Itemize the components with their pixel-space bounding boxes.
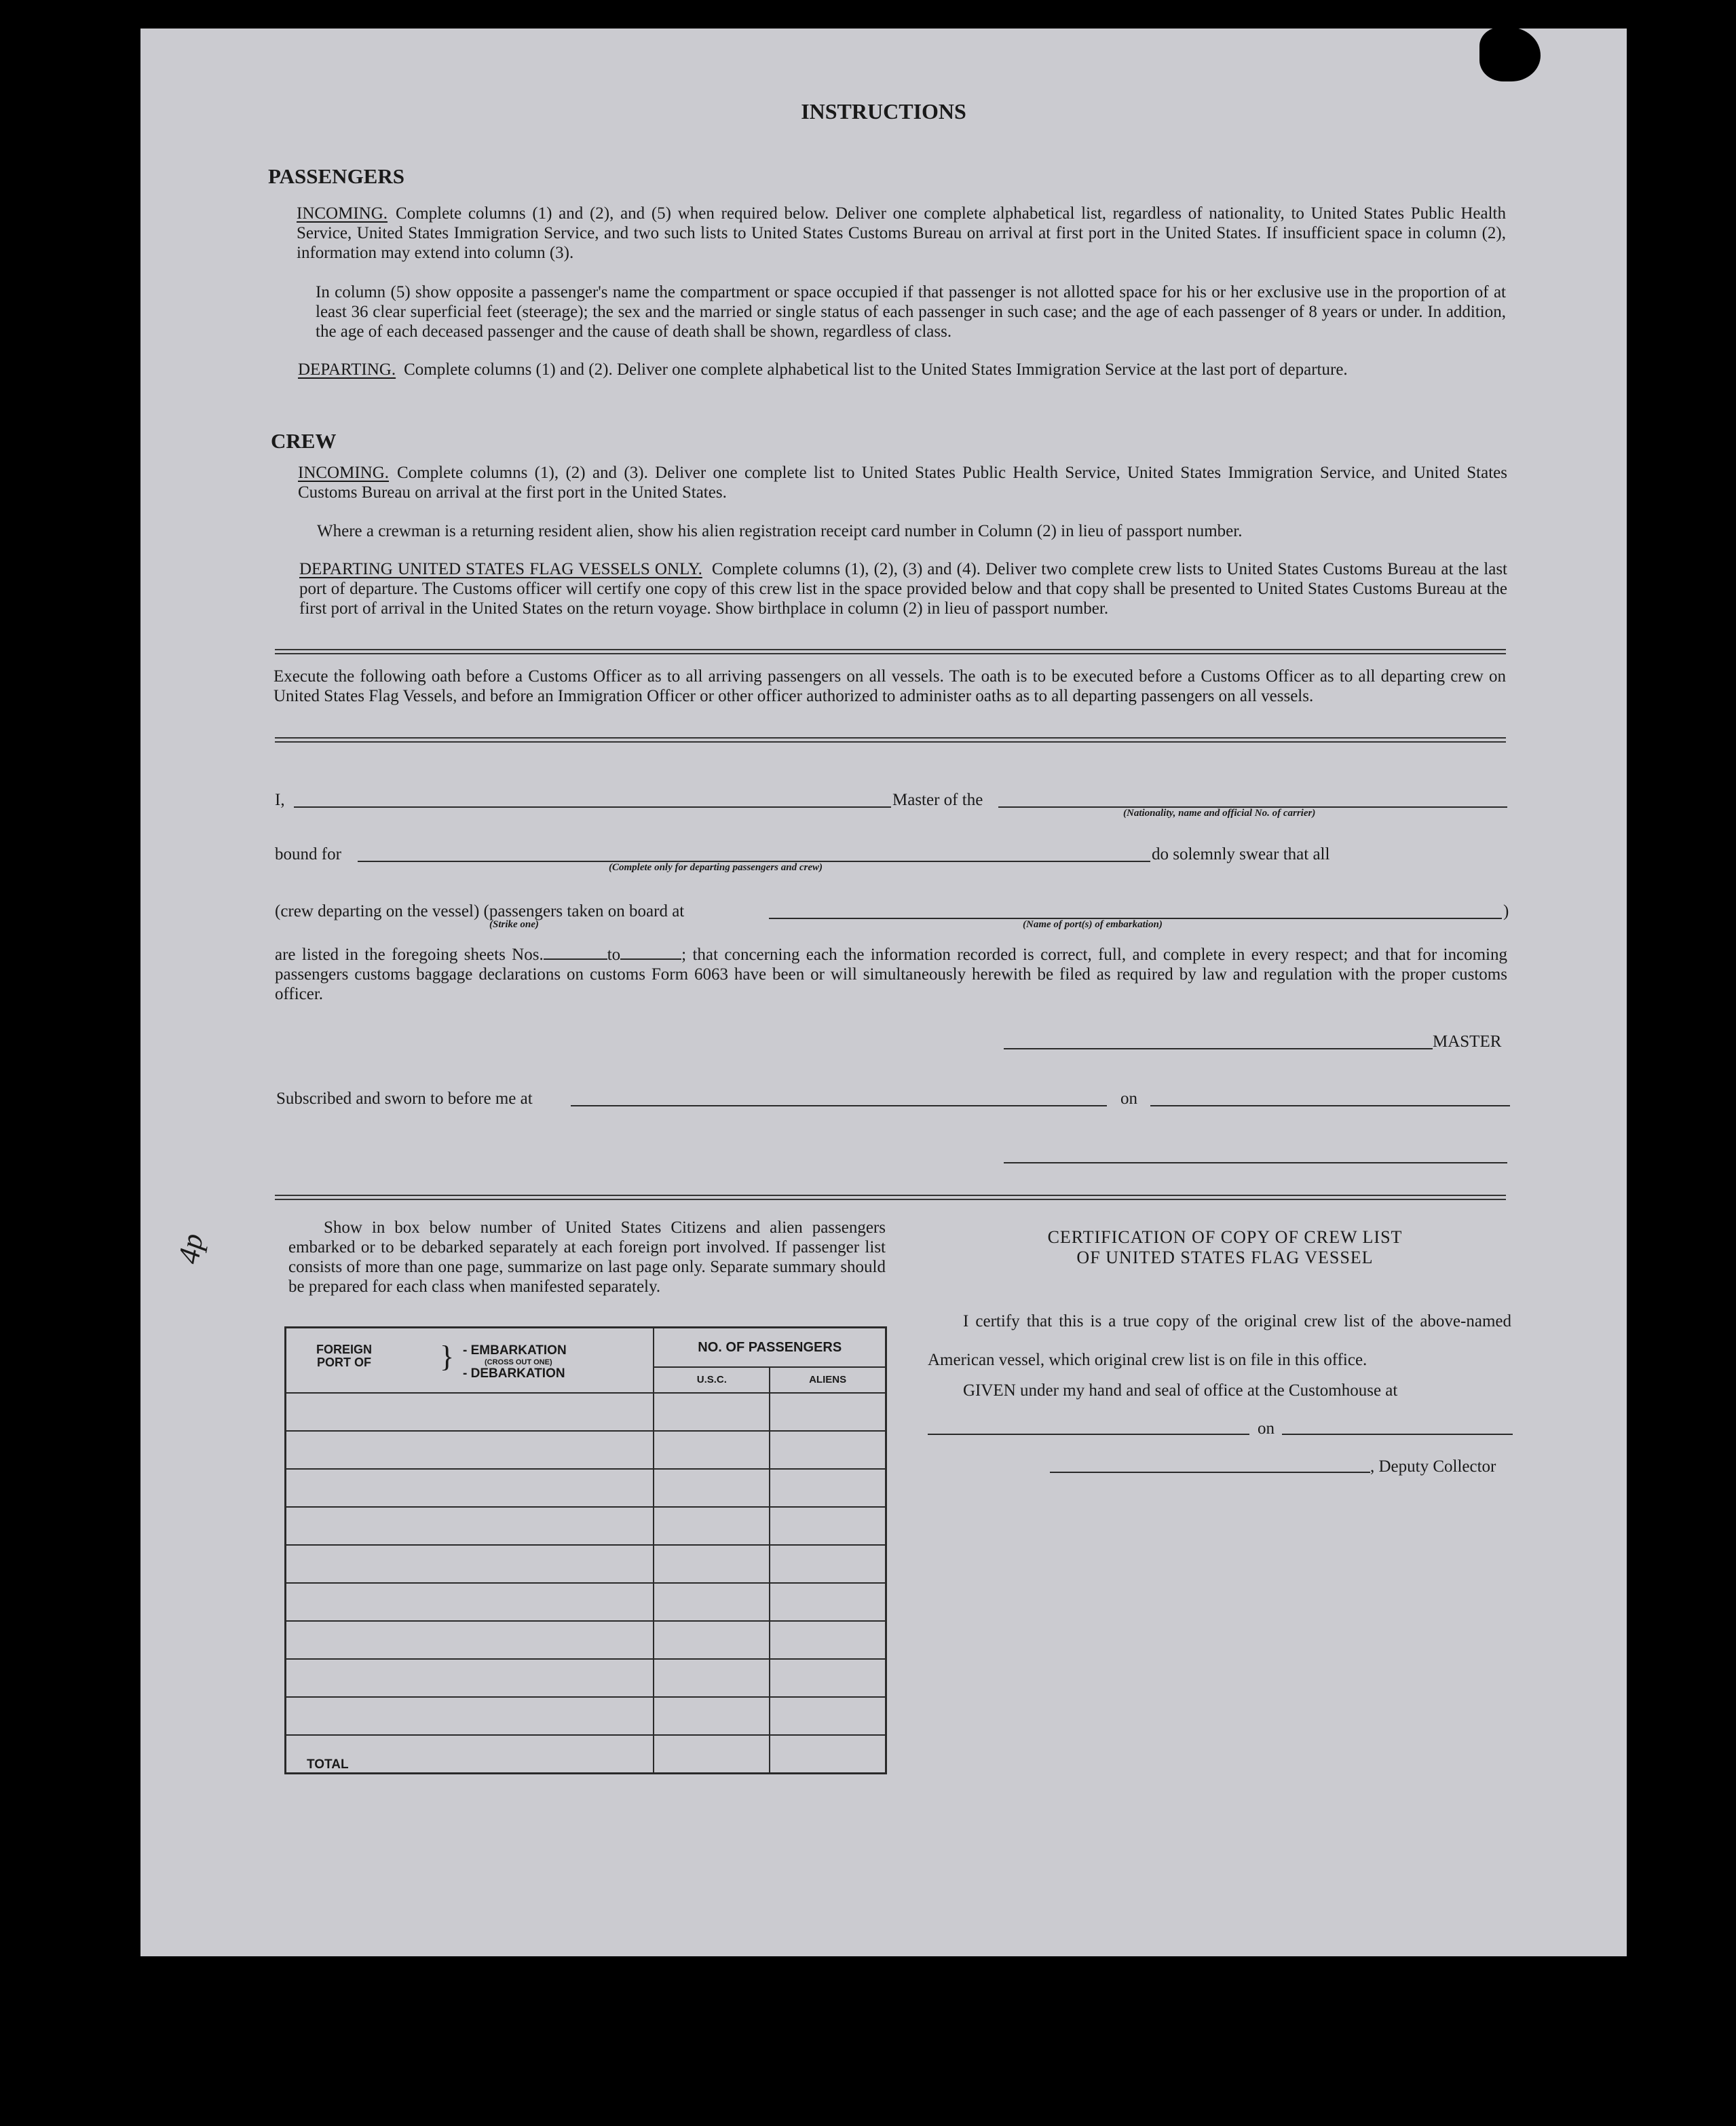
certify-text: I certify that this is a true copy of the original crew list of the above-named American vessel, which original crew list is on file in this office.	[928, 1312, 1511, 1369]
table-row	[286, 1697, 886, 1735]
cert-on-label: on	[1258, 1419, 1275, 1438]
handwritten-margin-mark: 4p	[172, 1231, 210, 1267]
debarkation-label: - DEBARKATION	[463, 1366, 565, 1381]
usc-cell[interactable]	[654, 1697, 770, 1735]
oath-instructions: Execute the following oath before a Customs Officer as to all arriving passengers on all vessels. The oath is to be executed before a Customs Officer as to all departing crew on United States Flag Vessels, and before an Immigration Officer or other officer authorized to administer oaths as to all departing passengers on all vessels.	[273, 667, 1506, 705]
page-corner-tear	[1479, 27, 1541, 81]
master-label: MASTER	[1433, 1032, 1502, 1051]
cert-date-field[interactable]	[1282, 1434, 1513, 1435]
bound-for-label: bound for	[275, 845, 341, 863]
listed-to: to	[607, 946, 621, 964]
passengers-heading: PASSENGERS	[268, 164, 404, 188]
given-text: GIVEN under my hand and seal of office at the Customhouse at	[963, 1381, 1398, 1400]
sworn-place-field[interactable]	[571, 1105, 1107, 1106]
table-row	[286, 1659, 886, 1697]
table-row	[286, 1469, 886, 1507]
cross-out-note: (CROSS OUT ONE)	[485, 1358, 552, 1366]
usc-cell[interactable]	[654, 1431, 770, 1469]
master-of-label: Master of the	[892, 791, 983, 809]
passengers-incoming-paragraph	[297, 204, 1506, 263]
aliens-label: ALIENS	[809, 1374, 847, 1385]
crew-passengers-text: (crew departing on the vessel) (passengers taken on board at	[275, 902, 685, 920]
page-title: INSTRUCTIONS	[801, 99, 966, 124]
passengers-departing-paragraph	[298, 360, 1506, 379]
listed-text-b: ; that concerning each the information recorded is correct, full, and complete in every respect; and that for incoming passengers customs baggage declarations on customs Form 6063 have been or will simultaneously herewith be filed as required by law and regulation with the proper customs officer.	[275, 946, 1507, 1003]
port-cell[interactable]	[286, 1431, 654, 1469]
crew-departing-text: Complete columns (1), (2), (3) and (4). Deliver two complete crew lists to United States Customs Bureau at the last port of departure. The Customs officer will certify one copy of this crew list in the space provided below and that copy shall be presented to United States Customs Bureau at the first port of arrival in the United States on the return voyage. Show birthplace in column (2) in lieu of passport number.	[299, 560, 1507, 618]
usc-cell[interactable]	[654, 1393, 770, 1431]
certification-title	[1015, 1227, 1435, 1268]
crew-resident-paragraph: Where a crewman is a returning resident alien, show his alien registration receipt card number in Column (2) in lieu of passport number.	[317, 522, 1243, 540]
master-signature-field[interactable]	[1004, 1048, 1433, 1049]
table-row	[286, 1393, 886, 1431]
certification-title-line1: CERTIFICATION OF COPY OF CREW LIST	[1047, 1227, 1403, 1247]
table-row	[286, 1621, 886, 1659]
aliens-cell[interactable]	[770, 1545, 886, 1583]
listed-paragraph	[275, 945, 1507, 1004]
subscribed-label: Subscribed and sworn to before me at	[276, 1089, 533, 1108]
master-name-field[interactable]	[294, 806, 891, 808]
listed-text-a: are listed in the foregoing sheets Nos.	[275, 946, 544, 964]
sheet-to-field[interactable]	[620, 958, 681, 960]
embarkation-label: - EMBARKATION	[463, 1343, 567, 1358]
port-cell[interactable]	[286, 1507, 654, 1545]
crew-heading: CREW	[271, 429, 337, 453]
ports-note: (Name of port(s) of embarkation)	[1023, 919, 1163, 930]
aliens-cell[interactable]	[770, 1621, 886, 1659]
swear-text: do solemnly swear that all	[1152, 845, 1330, 863]
strike-one-note: (Strike one)	[489, 919, 539, 930]
usc-cell[interactable]	[654, 1507, 770, 1545]
complete-only-note: (Complete only for departing passengers and crew)	[609, 862, 823, 873]
foreign-port-of-label: FOREIGN PORT OF	[316, 1343, 372, 1369]
section-divider	[275, 737, 1506, 739]
passengers-departing-label: DEPARTING.	[298, 360, 396, 379]
usc-total-cell[interactable]	[654, 1735, 770, 1774]
brace-symbol: }	[440, 1340, 455, 1373]
sworn-on-label: on	[1120, 1089, 1137, 1108]
form-page	[140, 29, 1627, 1956]
table-row	[286, 1507, 886, 1545]
passenger-summary-table	[284, 1326, 887, 1774]
passengers-column5-paragraph: In column (5) show opposite a passenger's name the compartment or space occupied if that passenger is not allotted space for his or her exclusive use in the proportion of at least 36 clear superficial feet (steerage); the sex and the married or single status of each passenger in such case; and the age of each passenger of 8 years or under. In addition, the age of each deceased passenger and the cause of death shall be shown, regardless of class.	[316, 283, 1506, 341]
aliens-cell[interactable]	[770, 1507, 886, 1545]
aliens-total-cell[interactable]	[770, 1735, 886, 1774]
crew-incoming-text: Complete columns (1), (2) and (3). Deliver one complete list to United States Public Health Service, United States Immigration Service, and United States Customs Bureau on arrival at the first port in the United States.	[298, 464, 1507, 502]
deputy-signature-field[interactable]	[1050, 1472, 1370, 1473]
officer-signature-field[interactable]	[1004, 1162, 1507, 1163]
aliens-cell[interactable]	[770, 1431, 886, 1469]
passengers-incoming-label: INCOMING.	[297, 204, 388, 223]
section-divider	[275, 649, 1506, 650]
usc-header	[654, 1367, 770, 1393]
aliens-cell[interactable]	[770, 1469, 886, 1507]
port-cell[interactable]	[286, 1621, 654, 1659]
crew-incoming-paragraph	[298, 463, 1507, 502]
close-paren: )	[1503, 902, 1509, 920]
port-cell[interactable]	[286, 1697, 654, 1735]
aliens-cell[interactable]	[770, 1659, 886, 1697]
port-cell[interactable]	[286, 1583, 654, 1621]
table-row	[286, 1431, 886, 1469]
sheet-from-field[interactable]	[544, 958, 607, 960]
no-passengers-label: NO. OF PASSENGERS	[698, 1339, 842, 1355]
no-passengers-header	[654, 1328, 886, 1368]
crew-departing-label: DEPARTING UNITED STATES FLAG VESSELS ONLY.	[299, 560, 702, 578]
port-cell[interactable]	[286, 1659, 654, 1697]
aliens-cell[interactable]	[770, 1583, 886, 1621]
port-cell[interactable]	[286, 1545, 654, 1583]
aliens-cell[interactable]	[770, 1697, 886, 1735]
passengers-departing-text: Complete columns (1) and (2). Deliver one complete alphabetical list to the United States Immigration Service at the last port of departure.	[404, 360, 1348, 379]
nationality-note: (Nationality, name and official No. of carrier)	[1123, 808, 1316, 819]
table-row	[286, 1583, 886, 1621]
port-cell[interactable]	[286, 1393, 654, 1431]
crew-incoming-label: INCOMING.	[298, 464, 390, 482]
usc-cell[interactable]	[654, 1469, 770, 1507]
passengers-incoming-text: Complete columns (1) and (2), and (5) when required below. Deliver one complete alphabetical list, regardless of nationality, to United States Public Health Service, United States Immigration Service, and two such lists to United States Customs Bureau on arrival at first port in the United States. If insufficient space in column (2), information may extend into column (3).	[297, 204, 1506, 262]
oath-i-label: I,	[275, 791, 285, 809]
customhouse-field[interactable]	[928, 1434, 1249, 1435]
deputy-collector-label: , Deputy Collector	[1370, 1457, 1496, 1476]
port-header-cell	[286, 1328, 654, 1394]
usc-cell[interactable]	[654, 1621, 770, 1659]
aliens-header	[770, 1367, 886, 1393]
total-label: TOTAL	[307, 1757, 349, 1772]
usc-label: U.S.C.	[696, 1374, 727, 1385]
usc-cell[interactable]	[654, 1659, 770, 1697]
total-label-cell	[286, 1735, 654, 1774]
usc-cell[interactable]	[654, 1545, 770, 1583]
table-row	[286, 1545, 886, 1583]
section-divider	[275, 1195, 1506, 1196]
certification-title-line2: OF UNITED STATES FLAG VESSEL	[1076, 1248, 1374, 1267]
total-row	[286, 1735, 886, 1774]
usc-cell[interactable]	[654, 1583, 770, 1621]
sworn-date-field[interactable]	[1150, 1105, 1510, 1106]
aliens-cell[interactable]	[770, 1393, 886, 1431]
summary-instructions: Show in box below number of United States Citizens and alien passengers embarked or to be debarked separately at each foreign port involved. If passenger list consists of more than one page, summarize on last page only. Separate summary should be prepared for each class when manifested separately.	[288, 1218, 886, 1296]
crew-departing-paragraph	[299, 559, 1507, 618]
port-cell[interactable]	[286, 1469, 654, 1507]
